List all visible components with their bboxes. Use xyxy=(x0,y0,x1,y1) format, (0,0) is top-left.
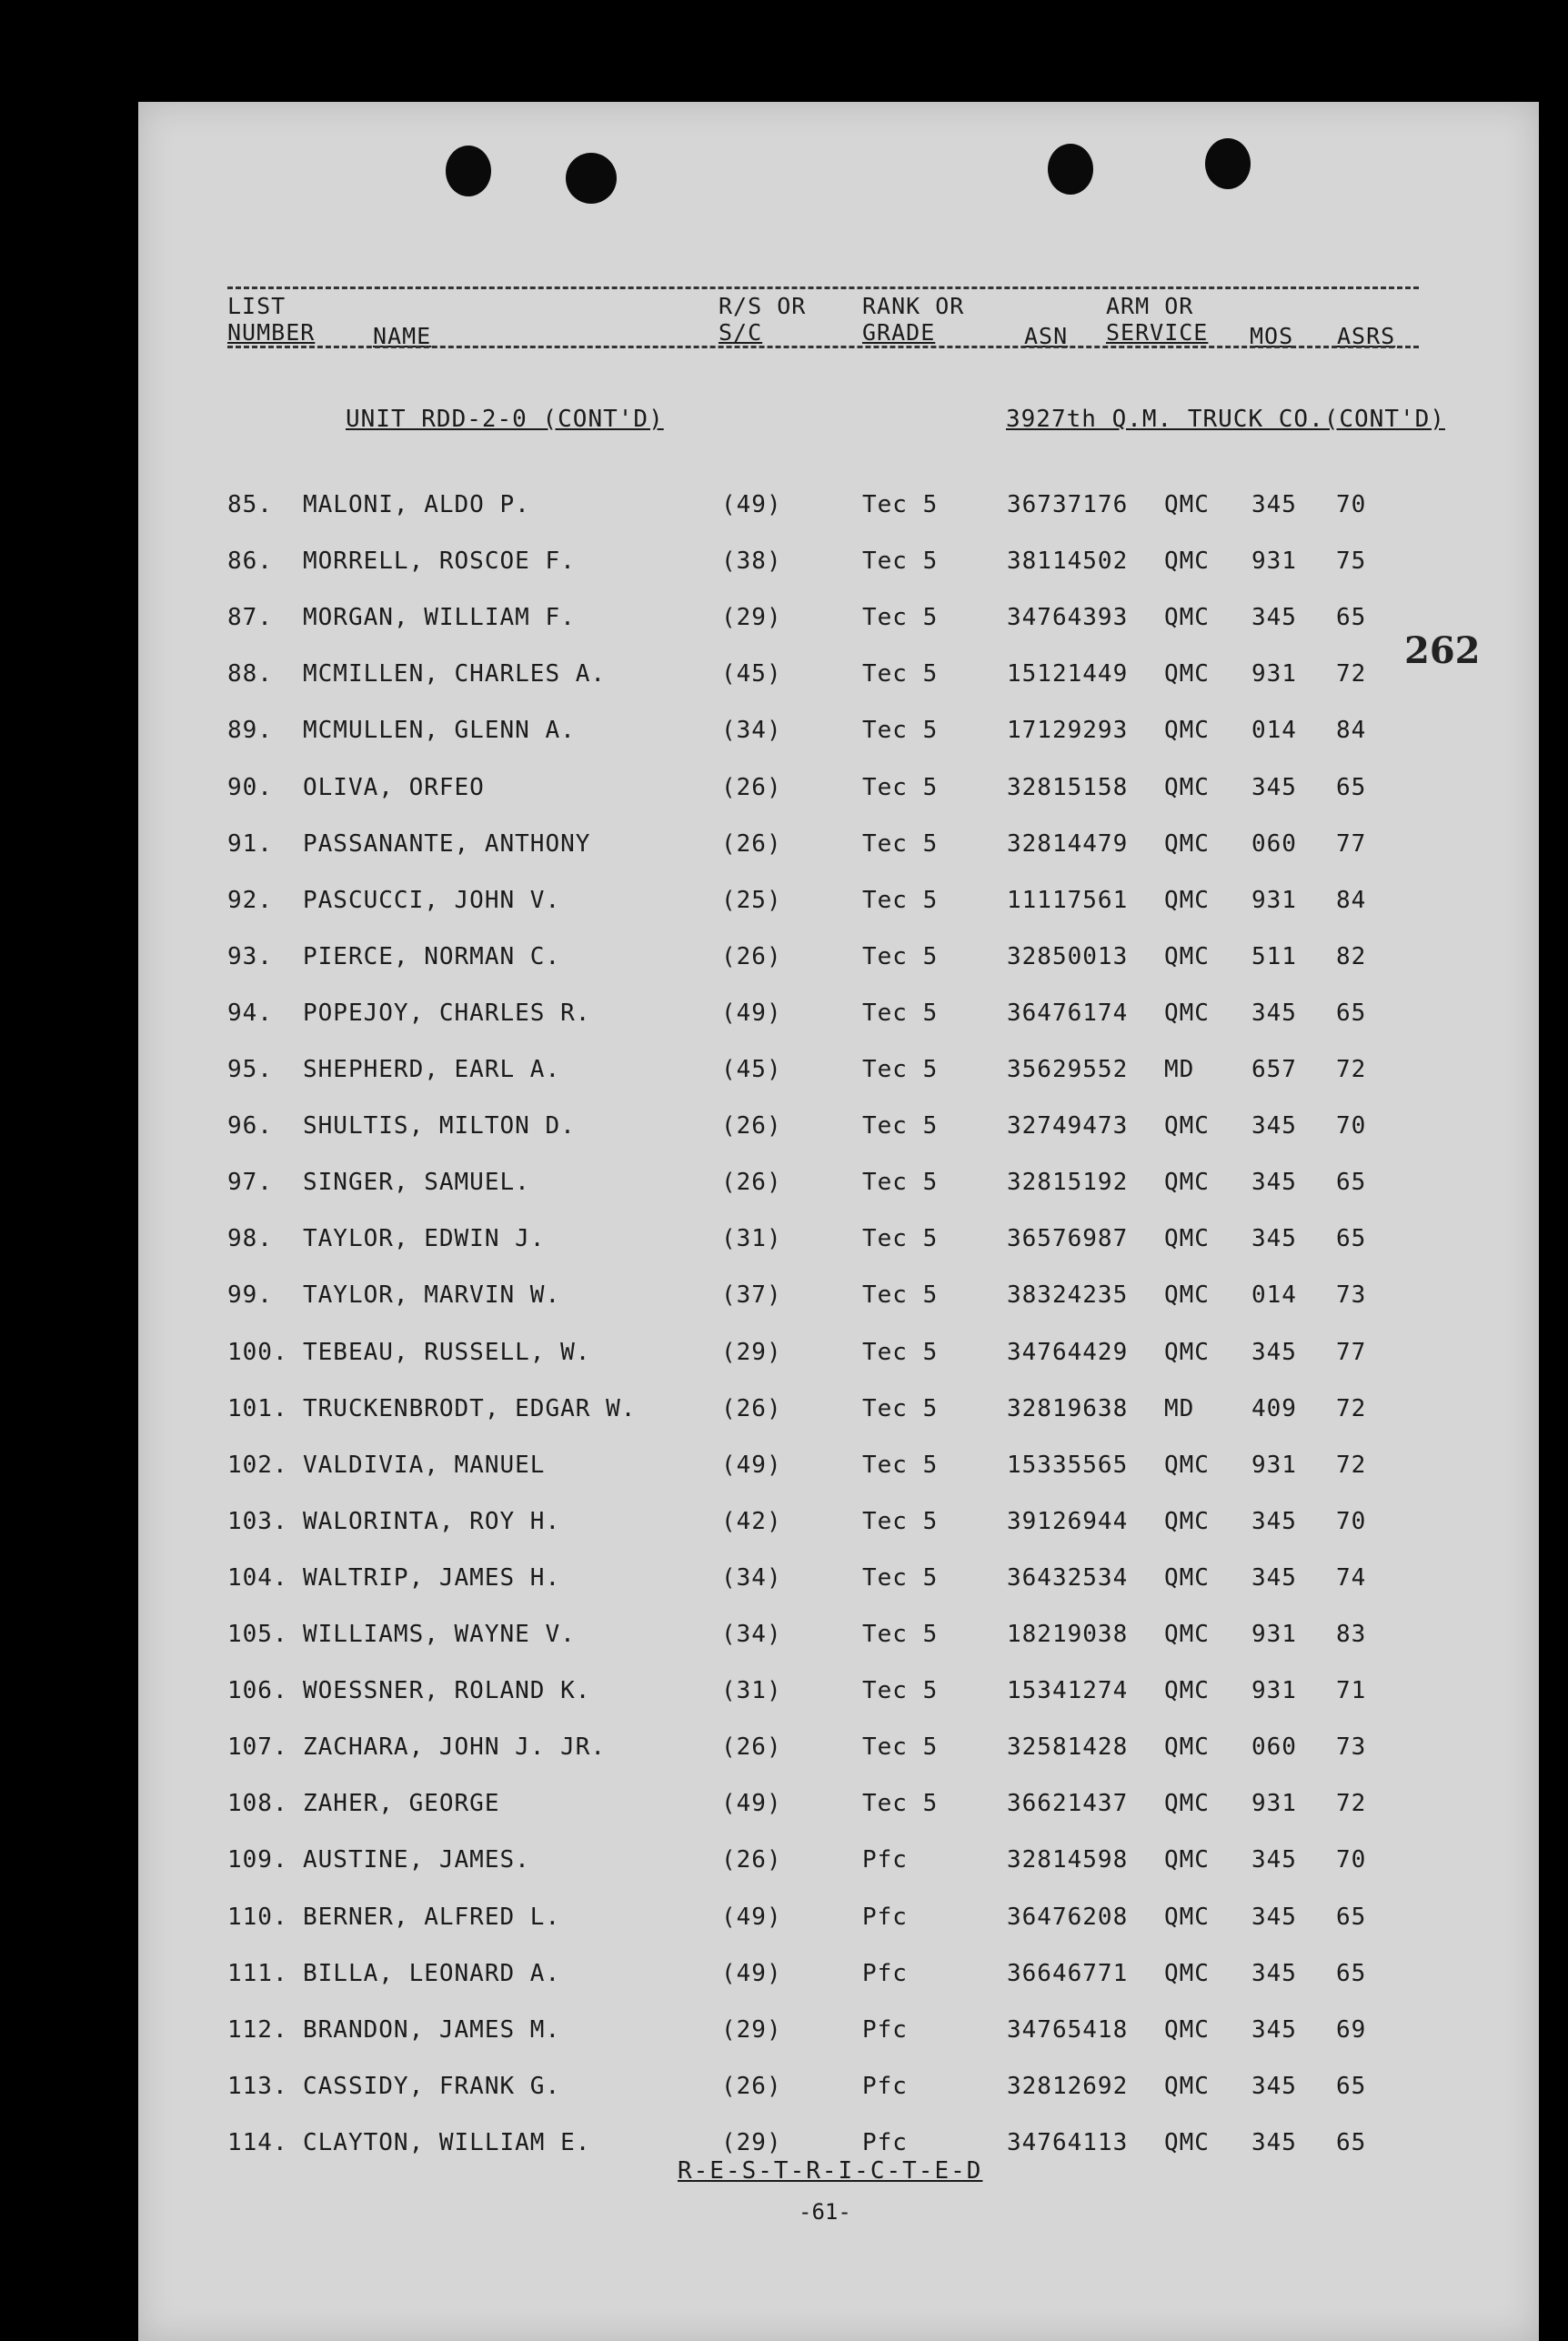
cell-no: 93. xyxy=(227,943,273,970)
header-arm-top: ARM OR xyxy=(1106,293,1194,319)
cell-asn: 32581428 xyxy=(1007,1733,1129,1761)
cell-asn: 36576987 xyxy=(1007,1225,1129,1252)
cell-asn: 36432534 xyxy=(1007,1564,1129,1592)
cell-asn: 34765418 xyxy=(1007,2016,1129,2044)
cell-mos: 409 xyxy=(1251,1395,1297,1422)
header-name: NAME xyxy=(373,323,432,349)
unit-left-heading: UNIT RDD-2-0 (CONT'D) xyxy=(346,406,664,433)
cell-name: TEBEAU, RUSSELL, W. xyxy=(303,1339,591,1366)
cell-mos: 345 xyxy=(1251,1225,1297,1252)
table-row xyxy=(0,1733,1568,1770)
table-row xyxy=(0,1846,1568,1883)
cell-rs: (26) xyxy=(721,830,782,858)
table-row xyxy=(0,2073,1568,2109)
cell-rs: (26) xyxy=(721,1846,782,1874)
cell-rs: (26) xyxy=(721,774,782,801)
cell-rs: (26) xyxy=(721,943,782,970)
cell-mos: 345 xyxy=(1251,1846,1297,1874)
header-arm xyxy=(1106,293,1208,346)
cell-name: ZACHARA, JOHN J. JR. xyxy=(303,1733,607,1761)
cell-rank: Tec 5 xyxy=(862,1395,939,1422)
cell-rs: (25) xyxy=(721,887,782,914)
cell-asn: 38324235 xyxy=(1007,1281,1129,1309)
restricted-marking: R-E-S-T-R-I-C-T-E-D xyxy=(678,2157,983,2185)
cell-rank: Tec 5 xyxy=(862,1790,939,1817)
cell-rs: (26) xyxy=(721,1112,782,1140)
cell-mos: 345 xyxy=(1251,1000,1297,1027)
cell-asrs: 70 xyxy=(1336,491,1367,518)
cell-mos: 931 xyxy=(1251,660,1297,688)
cell-asn: 32812692 xyxy=(1007,2073,1129,2100)
cell-rank: Tec 5 xyxy=(862,1056,939,1083)
cell-no: 90. xyxy=(227,774,273,801)
table-row xyxy=(0,491,1568,527)
cell-no: 112. xyxy=(227,2016,288,2044)
table-row xyxy=(0,774,1568,810)
cell-asn: 34764113 xyxy=(1007,2129,1129,2156)
punch-hole xyxy=(566,153,617,204)
cell-no: 91. xyxy=(227,830,273,858)
cell-asn: 32815192 xyxy=(1007,1169,1129,1196)
cell-asn: 15341274 xyxy=(1007,1677,1129,1704)
cell-no: 111. xyxy=(227,1960,288,1987)
cell-name: MORRELL, ROSCOE F. xyxy=(303,548,576,575)
cell-rs: (26) xyxy=(721,1395,782,1422)
cell-asn: 18219038 xyxy=(1007,1621,1129,1648)
cell-name: SINGER, SAMUEL. xyxy=(303,1169,530,1196)
cell-asn: 36621437 xyxy=(1007,1790,1129,1817)
cell-arm: QMC xyxy=(1164,604,1210,631)
cell-arm: QMC xyxy=(1164,1564,1210,1592)
cell-asrs: 65 xyxy=(1336,1000,1367,1027)
cell-arm: QMC xyxy=(1164,943,1210,970)
cell-rank: Tec 5 xyxy=(862,1733,939,1761)
cell-asrs: 65 xyxy=(1336,774,1367,801)
cell-rank: Tec 5 xyxy=(862,717,939,744)
cell-mos: 345 xyxy=(1251,1960,1297,1987)
cell-rank: Tec 5 xyxy=(862,774,939,801)
table-row xyxy=(0,1960,1568,1996)
cell-rank: Tec 5 xyxy=(862,943,939,970)
cell-mos: 931 xyxy=(1251,1677,1297,1704)
cell-rs: (49) xyxy=(721,1960,782,1987)
cell-no: 86. xyxy=(227,548,273,575)
cell-asn: 39126944 xyxy=(1007,1508,1129,1535)
cell-rank: Tec 5 xyxy=(862,1339,939,1366)
page-number: -61- xyxy=(799,2199,851,2225)
cell-arm: QMC xyxy=(1164,2129,1210,2156)
cell-no: 103. xyxy=(227,1508,288,1535)
cell-asrs: 82 xyxy=(1336,943,1367,970)
cell-mos: 931 xyxy=(1251,548,1297,575)
table-row xyxy=(0,887,1568,923)
cell-rs: (42) xyxy=(721,1508,782,1535)
cell-asn: 11117561 xyxy=(1007,887,1129,914)
cell-no: 87. xyxy=(227,604,273,631)
cell-asrs: 75 xyxy=(1336,548,1367,575)
cell-rs: (26) xyxy=(721,1169,782,1196)
cell-name: MCMULLEN, GLENN A. xyxy=(303,717,576,744)
cell-name: PASSANANTE, ANTHONY xyxy=(303,830,591,858)
cell-rs: (29) xyxy=(721,2129,782,2156)
cell-asrs: 72 xyxy=(1336,660,1367,688)
cell-name: WALORINTA, ROY H. xyxy=(303,1508,561,1535)
cell-mos: 931 xyxy=(1251,1790,1297,1817)
table-row xyxy=(0,1056,1568,1092)
cell-mos: 345 xyxy=(1251,1904,1297,1931)
cell-name: SHULTIS, MILTON D. xyxy=(303,1112,576,1140)
cell-arm: QMC xyxy=(1164,1452,1210,1479)
cell-asrs: 84 xyxy=(1336,717,1367,744)
cell-rank: Tec 5 xyxy=(862,1000,939,1027)
cell-mos: 345 xyxy=(1251,1564,1297,1592)
table-row xyxy=(0,548,1568,584)
cell-asrs: 65 xyxy=(1336,1960,1367,1987)
cell-mos: 345 xyxy=(1251,604,1297,631)
table-row xyxy=(0,717,1568,753)
cell-name: BILLA, LEONARD A. xyxy=(303,1960,561,1987)
cell-mos: 657 xyxy=(1251,1056,1297,1083)
cell-rank: Tec 5 xyxy=(862,1677,939,1704)
cell-rank: Tec 5 xyxy=(862,491,939,518)
cell-rs: (29) xyxy=(721,1339,782,1366)
cell-name: ZAHER, GEORGE xyxy=(303,1790,500,1817)
cell-asrs: 70 xyxy=(1336,1112,1367,1140)
cell-rs: (45) xyxy=(721,1056,782,1083)
cell-no: 108. xyxy=(227,1790,288,1817)
header-rule-bottom xyxy=(227,346,1419,348)
cell-arm: MD xyxy=(1164,1056,1195,1083)
cell-asrs: 65 xyxy=(1336,1904,1367,1931)
cell-asn: 38114502 xyxy=(1007,548,1129,575)
cell-asn: 15335565 xyxy=(1007,1452,1129,1479)
cell-no: 109. xyxy=(227,1846,288,1874)
cell-mos: 931 xyxy=(1251,1452,1297,1479)
cell-mos: 345 xyxy=(1251,1508,1297,1535)
cell-no: 89. xyxy=(227,717,273,744)
cell-rank: Tec 5 xyxy=(862,604,939,631)
header-rs xyxy=(719,293,806,346)
cell-no: 102. xyxy=(227,1452,288,1479)
cell-no: 99. xyxy=(227,1281,273,1309)
cell-rank: Tec 5 xyxy=(862,660,939,688)
cell-name: AUSTINE, JAMES. xyxy=(303,1846,530,1874)
table-row xyxy=(0,1508,1568,1544)
cell-arm: QMC xyxy=(1164,830,1210,858)
cell-mos: 511 xyxy=(1251,943,1297,970)
cell-rs: (49) xyxy=(721,491,782,518)
cell-name: BRANDON, JAMES M. xyxy=(303,2016,561,2044)
cell-rs: (49) xyxy=(721,1452,782,1479)
cell-arm: QMC xyxy=(1164,1339,1210,1366)
cell-asn: 32850013 xyxy=(1007,943,1129,970)
table-row xyxy=(0,660,1568,697)
header-rank-top: RANK OR xyxy=(862,293,965,319)
cell-mos: 345 xyxy=(1251,2129,1297,2156)
header-rank xyxy=(862,293,964,346)
cell-no: 113. xyxy=(227,2073,288,2100)
cell-no: 114. xyxy=(227,2129,288,2156)
unit-right-heading: 3927th Q.M. TRUCK CO.(CONT'D) xyxy=(1006,406,1445,433)
cell-mos: 931 xyxy=(1251,887,1297,914)
cell-mos: 345 xyxy=(1251,1169,1297,1196)
cell-rank: Pfc xyxy=(862,2016,908,2044)
cell-asrs: 65 xyxy=(1336,1225,1367,1252)
cell-rs: (34) xyxy=(721,1621,782,1648)
punch-hole xyxy=(1205,138,1251,189)
cell-name: SHEPHERD, EARL A. xyxy=(303,1056,561,1083)
table-row xyxy=(0,943,1568,980)
cell-no: 104. xyxy=(227,1564,288,1592)
cell-name: PASCUCCI, JOHN V. xyxy=(303,887,561,914)
cell-no: 94. xyxy=(227,1000,273,1027)
cell-arm: QMC xyxy=(1164,1677,1210,1704)
cell-mos: 345 xyxy=(1251,2073,1297,2100)
cell-asn: 35629552 xyxy=(1007,1056,1129,1083)
cell-rank: Pfc xyxy=(862,1960,908,1987)
cell-asrs: 72 xyxy=(1336,1790,1367,1817)
cell-asn: 17129293 xyxy=(1007,717,1129,744)
cell-mos: 014 xyxy=(1251,717,1297,744)
cell-arm: QMC xyxy=(1164,1000,1210,1027)
table-row xyxy=(0,604,1568,640)
header-list-bottom: NUMBER xyxy=(227,319,316,346)
cell-rs: (49) xyxy=(721,1000,782,1027)
cell-asn: 36476208 xyxy=(1007,1904,1129,1931)
cell-asrs: 69 xyxy=(1336,2016,1367,2044)
cell-asrs: 77 xyxy=(1336,830,1367,858)
cell-arm: QMC xyxy=(1164,1621,1210,1648)
cell-rs: (26) xyxy=(721,1733,782,1761)
cell-asrs: 72 xyxy=(1336,1395,1367,1422)
table-row xyxy=(0,1281,1568,1318)
cell-rank: Pfc xyxy=(862,2129,908,2156)
cell-name: CASSIDY, FRANK G. xyxy=(303,2073,561,2100)
cell-asrs: 65 xyxy=(1336,1169,1367,1196)
cell-arm: QMC xyxy=(1164,1904,1210,1931)
cell-asrs: 77 xyxy=(1336,1339,1367,1366)
cell-asn: 32814598 xyxy=(1007,1846,1129,1874)
cell-rs: (34) xyxy=(721,1564,782,1592)
cell-name: TAYLOR, MARVIN W. xyxy=(303,1281,561,1309)
header-asn: ASN xyxy=(1024,323,1069,349)
table-row xyxy=(0,1225,1568,1261)
cell-arm: QMC xyxy=(1164,491,1210,518)
cell-rs: (29) xyxy=(721,2016,782,2044)
cell-name: MCMILLEN, CHARLES A. xyxy=(303,660,607,688)
cell-arm: QMC xyxy=(1164,887,1210,914)
cell-asrs: 83 xyxy=(1336,1621,1367,1648)
page-stamp-number: 262 xyxy=(1404,629,1481,672)
cell-mos: 060 xyxy=(1251,1733,1297,1761)
cell-arm: QMC xyxy=(1164,660,1210,688)
cell-no: 97. xyxy=(227,1169,273,1196)
cell-name: TRUCKENBRODT, EDGAR W. xyxy=(303,1395,637,1422)
cell-rs: (34) xyxy=(721,717,782,744)
cell-rs: (31) xyxy=(721,1677,782,1704)
table-row xyxy=(0,1621,1568,1657)
cell-no: 98. xyxy=(227,1225,273,1252)
cell-rs: (37) xyxy=(721,1281,782,1309)
cell-asn: 34764393 xyxy=(1007,604,1129,631)
cell-asn: 36737176 xyxy=(1007,491,1129,518)
cell-no: 100. xyxy=(227,1339,288,1366)
header-rs-bottom: S/C xyxy=(719,319,763,346)
cell-asrs: 65 xyxy=(1336,604,1367,631)
header-rs-top: R/S OR xyxy=(719,293,807,319)
cell-asrs: 72 xyxy=(1336,1056,1367,1083)
cell-arm: QMC xyxy=(1164,2016,1210,2044)
cell-name: CLAYTON, WILLIAM E. xyxy=(303,2129,591,2156)
cell-no: 110. xyxy=(227,1904,288,1931)
cell-name: MORGAN, WILLIAM F. xyxy=(303,604,576,631)
cell-asrs: 84 xyxy=(1336,887,1367,914)
cell-asrs: 72 xyxy=(1336,1452,1367,1479)
cell-rs: (45) xyxy=(721,660,782,688)
punch-hole xyxy=(1048,144,1093,195)
cell-rank: Pfc xyxy=(862,1846,908,1874)
cell-name: POPEJOY, CHARLES R. xyxy=(303,1000,591,1027)
cell-asrs: 74 xyxy=(1336,1564,1367,1592)
table-row xyxy=(0,1395,1568,1432)
cell-rs: (29) xyxy=(721,604,782,631)
table-row xyxy=(0,1904,1568,1940)
cell-name: WALTRIP, JAMES H. xyxy=(303,1564,561,1592)
cell-asrs: 71 xyxy=(1336,1677,1367,1704)
cell-rs: (49) xyxy=(721,1790,782,1817)
cell-mos: 014 xyxy=(1251,1281,1297,1309)
cell-asn: 36646771 xyxy=(1007,1960,1129,1987)
cell-name: BERNER, ALFRED L. xyxy=(303,1904,561,1931)
cell-mos: 931 xyxy=(1251,1621,1297,1648)
cell-no: 92. xyxy=(227,887,273,914)
table-row xyxy=(0,1790,1568,1826)
cell-asn: 32749473 xyxy=(1007,1112,1129,1140)
cell-rs: (31) xyxy=(721,1225,782,1252)
table-row xyxy=(0,1169,1568,1205)
cell-no: 105. xyxy=(227,1621,288,1648)
cell-arm: QMC xyxy=(1164,1733,1210,1761)
cell-mos: 345 xyxy=(1251,774,1297,801)
cell-mos: 345 xyxy=(1251,491,1297,518)
cell-rs: (49) xyxy=(721,1904,782,1931)
document-sheet xyxy=(138,102,1539,2341)
table-row xyxy=(0,1112,1568,1149)
cell-mos: 060 xyxy=(1251,830,1297,858)
cell-rank: Tec 5 xyxy=(862,1169,939,1196)
cell-arm: QMC xyxy=(1164,1846,1210,1874)
cell-arm: QMC xyxy=(1164,1508,1210,1535)
cell-asrs: 65 xyxy=(1336,2073,1367,2100)
cell-rank: Tec 5 xyxy=(862,1281,939,1309)
cell-arm: QMC xyxy=(1164,1281,1210,1309)
punch-hole xyxy=(446,146,491,196)
cell-arm: MD xyxy=(1164,1395,1195,1422)
cell-rank: Tec 5 xyxy=(862,1112,939,1140)
cell-no: 88. xyxy=(227,660,273,688)
cell-no: 96. xyxy=(227,1112,273,1140)
cell-asn: 32819638 xyxy=(1007,1395,1129,1422)
cell-rank: Tec 5 xyxy=(862,830,939,858)
cell-arm: QMC xyxy=(1164,1225,1210,1252)
cell-asn: 32815158 xyxy=(1007,774,1129,801)
cell-no: 106. xyxy=(227,1677,288,1704)
cell-asn: 36476174 xyxy=(1007,1000,1129,1027)
cell-no: 85. xyxy=(227,491,273,518)
cell-arm: QMC xyxy=(1164,1960,1210,1987)
cell-name: MALONI, ALDO P. xyxy=(303,491,530,518)
cell-no: 101. xyxy=(227,1395,288,1422)
cell-arm: QMC xyxy=(1164,1112,1210,1140)
table-row xyxy=(0,1339,1568,1375)
cell-rank: Tec 5 xyxy=(862,1452,939,1479)
cell-rs: (26) xyxy=(721,2073,782,2100)
cell-asrs: 70 xyxy=(1336,1508,1367,1535)
table-row xyxy=(0,1452,1568,1488)
cell-asn: 32814479 xyxy=(1007,830,1129,858)
header-list-number xyxy=(227,293,315,346)
cell-mos: 345 xyxy=(1251,1339,1297,1366)
cell-asn: 34764429 xyxy=(1007,1339,1129,1366)
cell-name: OLIVA, ORFEO xyxy=(303,774,485,801)
cell-asrs: 65 xyxy=(1336,2129,1367,2156)
cell-arm: QMC xyxy=(1164,2073,1210,2100)
header-mos: MOS xyxy=(1250,323,1294,349)
cell-rank: Pfc xyxy=(862,1904,908,1931)
table-row xyxy=(0,2016,1568,2053)
table-row xyxy=(0,1677,1568,1713)
cell-rank: Tec 5 xyxy=(862,1508,939,1535)
header-list-top: LIST xyxy=(227,293,286,319)
table-row xyxy=(0,830,1568,867)
cell-rank: Tec 5 xyxy=(862,1621,939,1648)
cell-asrs: 70 xyxy=(1336,1846,1367,1874)
cell-mos: 345 xyxy=(1251,1112,1297,1140)
cell-arm: QMC xyxy=(1164,548,1210,575)
cell-arm: QMC xyxy=(1164,1169,1210,1196)
cell-rank: Tec 5 xyxy=(862,1564,939,1592)
header-arm-bottom: SERVICE xyxy=(1106,319,1209,346)
cell-name: TAYLOR, EDWIN J. xyxy=(303,1225,546,1252)
cell-asrs: 73 xyxy=(1336,1281,1367,1309)
cell-no: 107. xyxy=(227,1733,288,1761)
cell-arm: QMC xyxy=(1164,717,1210,744)
cell-rank: Pfc xyxy=(862,2073,908,2100)
header-rank-bottom: GRADE xyxy=(862,319,936,346)
cell-name: VALDIVIA, MANUEL xyxy=(303,1452,546,1479)
header-asrs: ASRS xyxy=(1337,323,1396,349)
table-row xyxy=(0,1000,1568,1036)
cell-rs: (38) xyxy=(721,548,782,575)
cell-arm: QMC xyxy=(1164,774,1210,801)
cell-rank: Tec 5 xyxy=(862,1225,939,1252)
cell-no: 95. xyxy=(227,1056,273,1083)
cell-name: PIERCE, NORMAN C. xyxy=(303,943,561,970)
cell-asrs: 73 xyxy=(1336,1733,1367,1761)
table-row xyxy=(0,1564,1568,1601)
cell-mos: 345 xyxy=(1251,2016,1297,2044)
cell-rank: Tec 5 xyxy=(862,548,939,575)
cell-name: WILLIAMS, WAYNE V. xyxy=(303,1621,576,1648)
header-rule-top xyxy=(227,286,1419,289)
cell-asn: 15121449 xyxy=(1007,660,1129,688)
cell-name: WOESSNER, ROLAND K. xyxy=(303,1677,591,1704)
cell-rank: Tec 5 xyxy=(862,887,939,914)
cell-arm: QMC xyxy=(1164,1790,1210,1817)
